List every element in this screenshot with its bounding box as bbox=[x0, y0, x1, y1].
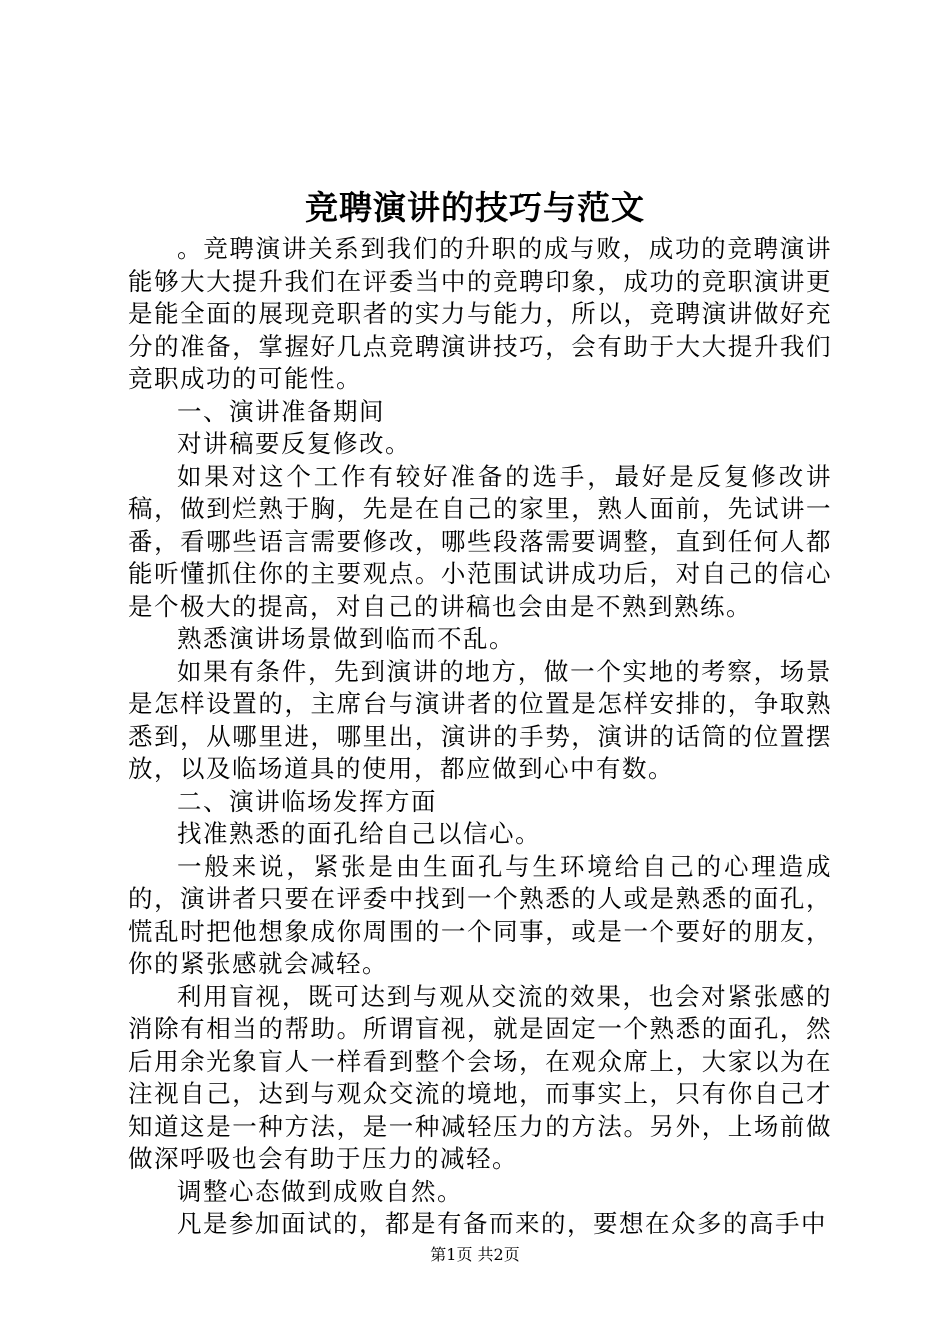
subheading: 熟悉演讲场景做到临而不乱。 bbox=[177, 624, 515, 653]
document-body bbox=[128, 233, 832, 1241]
paragraph: 。竞聘演讲关系到我们的升职的成与败，成功的竞聘演讲能够大大提升我们在评委当中的竞聘印象，成功的竞职演讲更是能全面的展现竞职者的实力与能力，所以，竞聘演讲做好充分的准备，掌握好几点竞聘演讲技巧，会有助于大大提升我们竞职成功的可能性。 bbox=[128, 234, 832, 393]
subheading: 调整心态做到成败自然。 bbox=[177, 1176, 463, 1206]
section-heading: 一、演讲准备期间 bbox=[177, 396, 385, 426]
subheading: 找准熟悉的面孔给自己以信心。 bbox=[177, 819, 541, 848]
document-title: 竞聘演讲的技巧与范文 bbox=[305, 188, 645, 227]
section-heading: 二、演讲临场发挥方面 bbox=[177, 786, 437, 816]
paragraph: 如果对这个工作有较好准备的选手，最好是反复修改讲稿，做到烂熟于胸，先是在自己的家里，熟人面前，先试讲一番，看哪些语言需要修改，哪些段落需要调整，直到任何人都能听懂抓住你的主要观点。小范围试讲成功后，对自己的信心是个极大的提高，对自己的讲稿也会由是不熟到熟练。 bbox=[128, 461, 832, 621]
paragraph: 凡是参加面试的，都是有备而来的，要想在众多的高手中 bbox=[177, 1209, 827, 1238]
paragraph: 如果有条件，先到演讲的地方，做一个实地的考察，场景是怎样设置的，主席台与演讲者的位置是怎样安排的，争取熟悉到，从哪里进，哪里出，演讲的手势，演讲的话筒的位置摆放，以及临场道具的使用，都应做到心中有数。 bbox=[128, 656, 832, 783]
subheading: 对讲稿要反复修改。 bbox=[177, 429, 411, 458]
paragraph: 利用盲视，既可达到与观从交流的效果，也会对紧张感的消除有相当的帮助。所谓盲视，就是固定一个熟悉的面孔，然后用余光象盲人一样看到整个会场，在观众席上，大家以为在注视自己，达到与观众交流的境地，而事实上，只有你自己才知道这是一种方法，是一种减轻压力的方法。另外，上场前做做深呼吸也会有助于压力的减轻。 bbox=[128, 981, 832, 1173]
page-footer: 第1页 共2页 bbox=[430, 1245, 520, 1264]
paragraph: 一般来说，紧张是由生面孔与生环境给自己的心理造成的，演讲者只要在评委中找到一个熟悉的人或是熟悉的面孔，慌乱时把他想象成你周围的一个同事，或是一个要好的朋友，你的紧张感就会减轻。 bbox=[128, 851, 832, 978]
